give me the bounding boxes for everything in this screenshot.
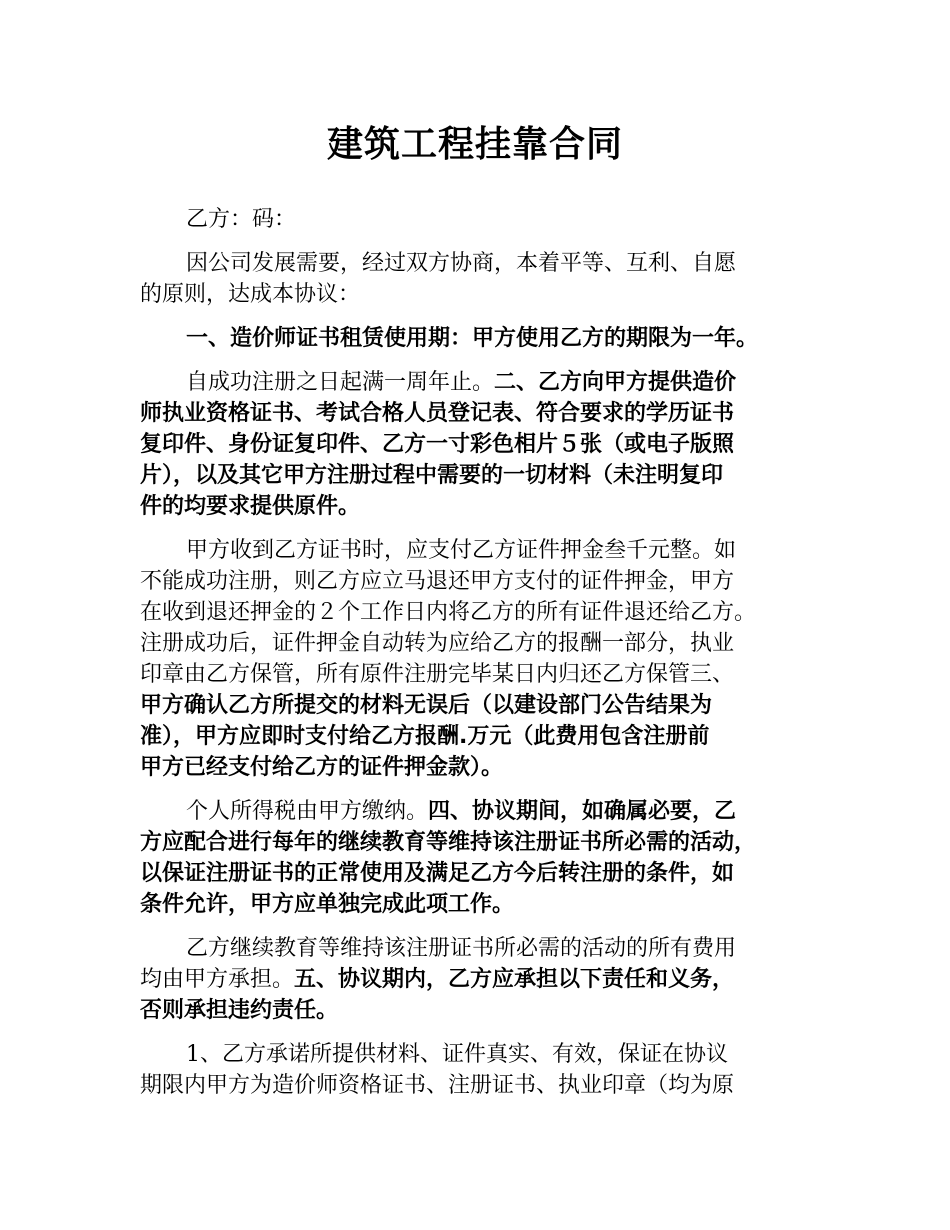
- text-line: [140, 279, 820, 310]
- text-run: 在收到退还押金的２个工作日内将乙方的所有证件退还给乙方。: [140, 600, 757, 625]
- bold-text: 四、协议期间，如确属必要，乙: [428, 799, 737, 824]
- text-line: [140, 659, 820, 690]
- text-line: [140, 889, 820, 920]
- text-line: [140, 690, 820, 721]
- bold-text: 五、协议期内，乙方应承担以下责任和义务，: [294, 967, 735, 992]
- text-run: 个人所得税由甲方缴纳。: [186, 799, 429, 824]
- text-line: [140, 597, 820, 628]
- text-run: 1、乙方承诺所提供材料、证件真实、有效，保证在协议: [186, 1042, 728, 1067]
- text-run: 因公司发展需要，经过双方协商，本着平等、互利、自愿: [186, 251, 737, 276]
- text-line: [140, 535, 820, 566]
- bold-text: 条件允许，甲方应单独完成此项工作。: [140, 892, 515, 917]
- paragraph: [140, 535, 820, 783]
- text-run: 不能成功注册，则乙方应立马退还甲方支付的证件押金，甲方: [140, 569, 735, 594]
- text-run: 乙方：码：: [186, 207, 297, 232]
- text-line: [140, 367, 820, 398]
- text-line: [140, 995, 820, 1026]
- text-run: 自成功注册之日起满一周年止。: [186, 370, 495, 395]
- text-run: 的原则，达成本协议：: [140, 282, 361, 307]
- text-run: 期限内甲方为造价师资格证书、注册证书、执业印章（均为原: [140, 1073, 735, 1098]
- bold-text: 师执业资格证书、考试合格人员登记表、符合要求的学历证书: [140, 401, 735, 426]
- paragraph: [140, 796, 820, 920]
- text-line: [140, 323, 820, 354]
- text-line: [140, 248, 820, 279]
- paragraph: [140, 323, 820, 354]
- bold-text: 准），甲方应即时支付给乙方报酬.万元（此费用包含注册前: [140, 724, 710, 749]
- bold-text: 否则承担违约责任。: [140, 998, 339, 1023]
- bold-text: 甲方确认乙方所提交的材料无误后（以建设部门公告结果为: [140, 693, 713, 718]
- text-line: [140, 566, 820, 597]
- paragraph: [140, 1039, 820, 1101]
- text-line: [140, 1070, 820, 1101]
- text-line: [140, 429, 820, 460]
- bold-text: 复印件、身份证复印件、乙方一寸彩色相片５张（或电子版照: [140, 432, 735, 457]
- text-line: [140, 398, 820, 429]
- bold-text: 甲方已经支付给乙方的证件押金款）。: [140, 755, 504, 780]
- paragraph: [140, 367, 820, 522]
- document-title: 建筑工程挂靠合同: [326, 124, 623, 165]
- text-run: 甲方收到乙方证书时，应支付乙方证件押金叁千元整。如: [186, 538, 737, 563]
- text-run: 印章由乙方保管，所有原件注册完毕某日内归还乙方保管三、: [140, 662, 735, 687]
- text-line: [140, 827, 820, 858]
- text-line: [140, 752, 820, 783]
- bold-text: 一、造价师证书租赁使用期：甲方使用乙方的期限为一年。: [186, 326, 759, 351]
- document-body: [140, 204, 820, 1114]
- text-line: [140, 858, 820, 889]
- text-line: [140, 796, 820, 827]
- text-run: 均由甲方承担。: [140, 967, 295, 992]
- text-line: [140, 460, 820, 491]
- text-line: [140, 964, 820, 995]
- bold-text: 方应配合进行每年的继续教育等维持该注册证书所必需的活动，: [140, 830, 757, 855]
- bold-text: 片），以及其它甲方注册过程中需要的一切材料（未注明复印: [140, 463, 724, 488]
- text-line: [140, 628, 820, 659]
- paragraph: [140, 204, 820, 235]
- text-line: [140, 933, 820, 964]
- bold-text: 以保证注册证书的正常使用及满足乙方今后转注册的条件，如: [140, 861, 735, 886]
- paragraph: [140, 933, 820, 1026]
- text-line: [140, 1039, 820, 1070]
- paragraph: [140, 248, 820, 310]
- text-line: [140, 204, 820, 235]
- text-run: 注册成功后，证件押金自动转为应给乙方的报酬一部分，执业: [140, 631, 735, 656]
- bold-text: 件的均要求提供原件。: [140, 494, 361, 519]
- bold-text: 二、乙方向甲方提供造价: [494, 370, 737, 395]
- text-line: [140, 491, 820, 522]
- text-line: [140, 721, 820, 752]
- text-run: 乙方继续教育等维持该注册证书所必需的活动的所有费用: [186, 936, 737, 961]
